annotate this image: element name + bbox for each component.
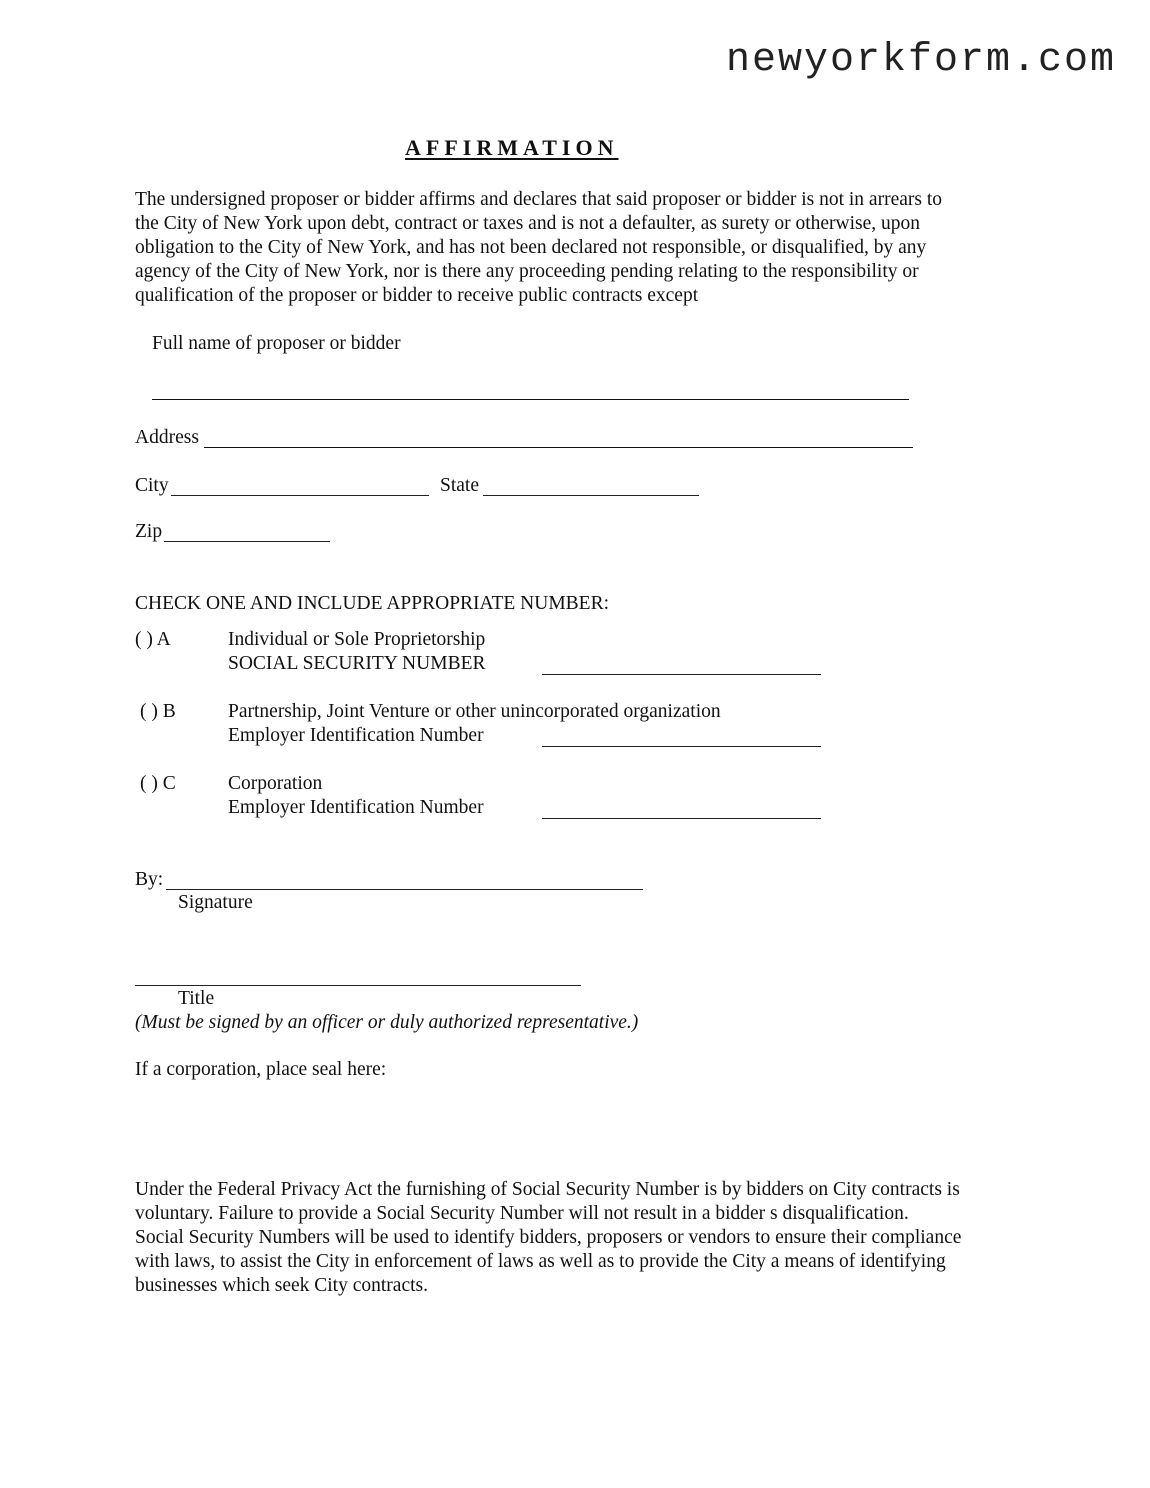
option-b-number-field[interactable] <box>542 746 821 747</box>
privacy-line: Under the Federal Privacy Act the furnishing of Social Security Number is by bidders on City contracts is <box>135 1179 960 1200</box>
state-field[interactable] <box>483 495 699 496</box>
option-b-type: Partnership, Joint Venture or other unincorporated organization <box>228 701 721 722</box>
option-c-number-label: Employer Identification Number <box>228 797 484 818</box>
site-watermark: newyorkform.com <box>725 38 1116 83</box>
option-a-number-label: SOCIAL SECURITY NUMBER <box>228 653 486 674</box>
intro-line: the City of New York upon debt, contract or taxes and is not a defaulter, as surety or otherwise, upon <box>135 213 920 234</box>
privacy-line: voluntary. Failure to provide a Social Security Number will not result in a bidder s disqualification. <box>135 1203 909 1224</box>
state-label: State <box>440 475 479 496</box>
full-name-field[interactable] <box>152 399 909 400</box>
check-heading: CHECK ONE AND INCLUDE APPROPRIATE NUMBER: <box>135 593 609 614</box>
option-a-checkbox[interactable]: ( ) A <box>135 629 171 650</box>
seal-label: If a corporation, place seal here: <box>135 1059 387 1080</box>
intro-line: qualification of the proposer or bidder to receive public contracts except <box>135 285 699 306</box>
intro-line: obligation to the City of New York, and has not been declared not responsible, or disqualified, by any <box>135 237 927 258</box>
privacy-line: Social Security Numbers will be used to identify bidders, proposers or vendors to ensure their compliance <box>135 1227 962 1248</box>
by-label: By: <box>135 869 164 890</box>
intro-paragraph <box>135 188 1035 308</box>
page-title: AFFIRMATION <box>405 135 619 160</box>
zip-label: Zip <box>135 521 163 542</box>
option-b-checkbox[interactable]: ( ) B <box>140 701 176 722</box>
option-c-number-field[interactable] <box>542 818 821 819</box>
privacy-line: with laws, to assist the City in enforcement of laws as well as to provide the City a means of identifying <box>135 1251 946 1272</box>
option-b-number-label: Employer Identification Number <box>228 725 484 746</box>
option-a-number-field[interactable] <box>542 674 821 675</box>
city-label: City <box>135 475 169 496</box>
full-name-label: Full name of proposer or bidder <box>152 333 401 354</box>
signature-label: Signature <box>178 892 253 913</box>
title-field[interactable] <box>135 985 581 986</box>
privacy-paragraph <box>135 1178 1035 1298</box>
privacy-line: businesses which seek City contracts. <box>135 1275 428 1296</box>
signature-field[interactable] <box>166 889 643 890</box>
option-c-type: Corporation <box>228 773 323 794</box>
city-field[interactable] <box>171 495 429 496</box>
signature-note: (Must be signed by an officer or duly authorized representative.) <box>135 1012 639 1033</box>
intro-line: The undersigned proposer or bidder affirms and declares that said proposer or bidder is not in arrears to <box>135 189 943 210</box>
option-a-type: Individual or Sole Proprietorship <box>228 629 486 650</box>
intro-line: agency of the City of New York, nor is there any proceeding pending relating to the responsibility or <box>135 261 919 282</box>
title-label: Title <box>178 988 215 1009</box>
address-field[interactable] <box>204 447 913 448</box>
zip-field[interactable] <box>164 541 330 542</box>
option-c-checkbox[interactable]: ( ) C <box>140 773 176 794</box>
address-label: Address <box>135 427 199 448</box>
